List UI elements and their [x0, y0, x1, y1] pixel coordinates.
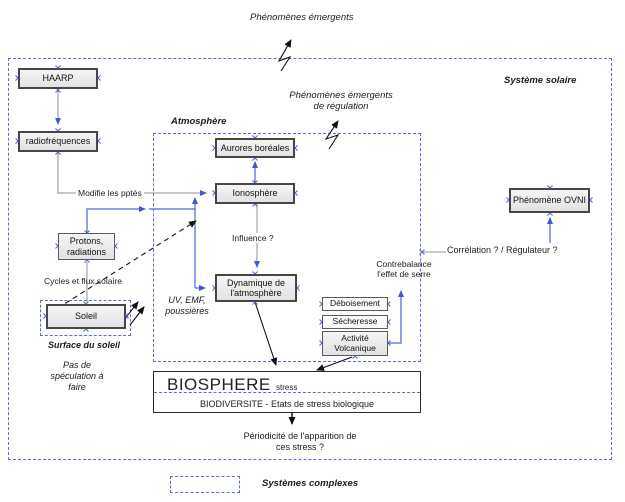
node-activite-volcanique[interactable]	[322, 331, 388, 356]
edge-protons-atmosphere	[87, 209, 145, 233]
node-phenomene-ovni[interactable]: Phénomène OVNI	[509, 188, 590, 213]
protons-line1: Protons,	[69, 236, 104, 247]
label-modifie-pptes: Modifie les pptés	[78, 188, 142, 198]
node-dynamique-atmosphere[interactable]	[215, 274, 297, 302]
node-secheresse[interactable]: Sécheresse	[322, 315, 388, 329]
biodiversite-label: BIODIVERSITE - Etats de stress biologique	[199, 399, 375, 409]
contrebalance-line1: Contrebalance	[376, 259, 432, 269]
label-pas-de-speculation	[47, 360, 107, 392]
label-regulation-line1: Phénomènes émergents	[289, 90, 393, 101]
label-uv-emf	[158, 295, 216, 317]
label-phenomenes-regulation	[285, 90, 397, 113]
legend-dashed-box-swatch	[170, 476, 240, 493]
label-phenomenes-emergents: Phénomènes émergents	[250, 12, 354, 23]
edge-dynamique-biosphere	[255, 302, 276, 365]
biosphere-title: BIOSPHERE	[167, 375, 271, 394]
node-deboisement[interactable]: Déboisement	[322, 297, 388, 311]
lightning-emergent-icon	[279, 40, 291, 71]
edge-radiofrequences-ionosphere	[58, 152, 206, 193]
activite-line2: Volcanique	[334, 342, 376, 353]
pas-line1: Pas de	[62, 360, 92, 370]
node-radiofrequences[interactable]: radiofréquences	[18, 131, 98, 152]
dynamique-line2: l'atmosphère	[230, 288, 282, 298]
edge-volcan-biosphere	[317, 357, 352, 370]
pas-line3: faire	[68, 381, 86, 392]
label-surface-soleil: Surface du soleil	[48, 340, 121, 350]
dynamique-line1: Dynamique de	[226, 277, 286, 288]
node-haarp[interactable]: HAARP	[18, 68, 98, 89]
node-protons-radiations[interactable]	[58, 233, 115, 260]
node-biosphere[interactable]	[153, 371, 421, 413]
label-periodicite	[230, 431, 370, 453]
node-ionosphere[interactable]: Ionosphère	[215, 183, 295, 204]
label-influence: Influence ?	[232, 233, 274, 243]
label-regulation-line2: de régulation	[313, 101, 369, 113]
node-soleil[interactable]: Soleil	[46, 304, 126, 329]
activite-line1: Activité	[341, 332, 369, 343]
periodicite-line2: ces stress ?	[275, 441, 324, 452]
periodicite-line1: Périodicité de l'apparition de	[243, 431, 357, 441]
node-aurores-boreales[interactable]: Aurores boréales	[215, 138, 295, 158]
edge-volcan-contrebalance	[388, 291, 401, 343]
uv-line1: UV, EMF,	[168, 295, 206, 305]
biosphere-stress-label: stress	[276, 383, 298, 392]
lightning-regulation-icon	[326, 121, 338, 149]
contrebalance-line2: l'effet de serre	[377, 269, 431, 280]
protons-line2: radiations	[66, 246, 107, 257]
label-cycles-flux: Cycles et flux solaire	[44, 276, 122, 286]
biosphere-dashed-separator	[154, 392, 420, 393]
pas-line2: spéculation à	[50, 370, 104, 381]
label-contrebalance	[368, 259, 440, 279]
label-correlation: Corrélation ? / Régulateur ?	[447, 245, 558, 255]
uv-line2: poussières	[165, 305, 209, 316]
label-systeme-solaire: Système solaire	[504, 75, 577, 86]
label-atmosphere: Atmosphère	[171, 116, 227, 127]
legend-label: Systèmes complexes	[262, 478, 359, 489]
